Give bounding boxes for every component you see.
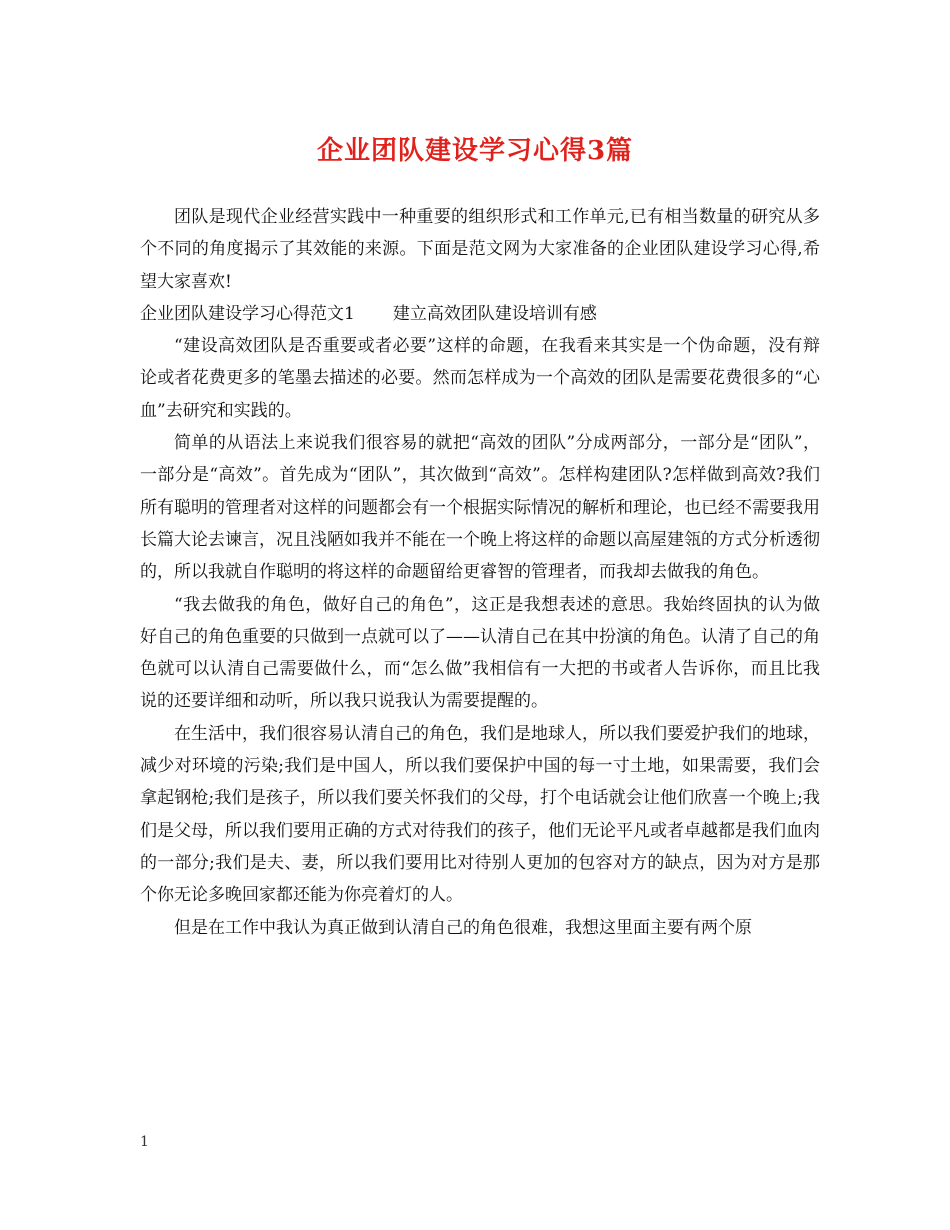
page-number: 1 [140,1134,149,1150]
section-heading-right: 建立高效团队建设培训有感 [392,303,597,324]
body-paragraph: “建设高效团队是否重要或者必要”这样的命题，在我看来其实是一个伪命题，没有辩论或者花费更多的笔墨去描述的必要。然而怎样成为一个高效的团队是需要花费很多的“心血”去研究和实践的。 [140,336,820,421]
body-paragraph: “我去做我的角色，做好自己的角色”，这正是我想表述的意思。我始终固执的认为做好自己的角色重要的只做到一点就可以了——认清自己在其中扮演的角色。认清了自己的角色就可以认清自己需要做什么，而“怎么做”我相信有一大把的书或者人告诉你，而且比我说的还要详细和动听，所以我只说我认为需要提醒的。 [140,594,820,712]
document-body [140,201,820,944]
body-paragraph: 但是在工作中我认为真正做到认清自己的角色很难，我想这里面主要有两个原 [174,917,752,938]
document-title: 企业团队建设学习心得3篇 [316,136,634,166]
intro-paragraph: 团队是现代企业经营实践中一种重要的组织形式和工作单元,已有相当数量的研究从多个不同的角度揭示了其效能的来源。下面是范文网为大家准备的企业团队建设学习心得,希望大家喜欢! [140,207,820,292]
section-heading [140,298,820,330]
body-paragraph: 简单的从语法上来说我们很容易的就把“高效的团队”分成两部分，一部分是“团队”，一部分是“高效”。首先成为“团队”，其次做到“高效”。怎样构建团队?怎样做到高效?我们所有聪明的管理者对这样的问题都会有一个根据实际情况的解析和理论，也已经不需要我用长篇大论去谏言，况且浅陋如我并不能在一个晚上将这样的命题以高屋建瓴的方式分析透彻的，所以我就自作聪明的将这样的命题留给更睿智的管理者，而我却去做我的角色。 [140,433,820,583]
section-heading-left: 企业团队建设学习心得范文1 [140,303,355,324]
body-paragraph: 在生活中，我们很容易认清自己的角色，我们是地球人，所以我们要爱护我们的地球，减少对环境的污染;我们是中国人，所以我们要保护中国的每一寸土地，如果需要，我们会拿起钢枪;我们是孩子，所以我们要关怀我们的父母，打个电话就会让他们欣喜一个晚上;我们是父母，所以我们要用正确的方式对待我们的孩子，他们无论平凡或者卓越都是我们血肉的一部分;我们是夫、妻，所以我们要用比对待别人更加的包容对方的缺点，因为对方是那个你无论多晚回家都还能为你亮着灯的人。 [140,723,820,906]
